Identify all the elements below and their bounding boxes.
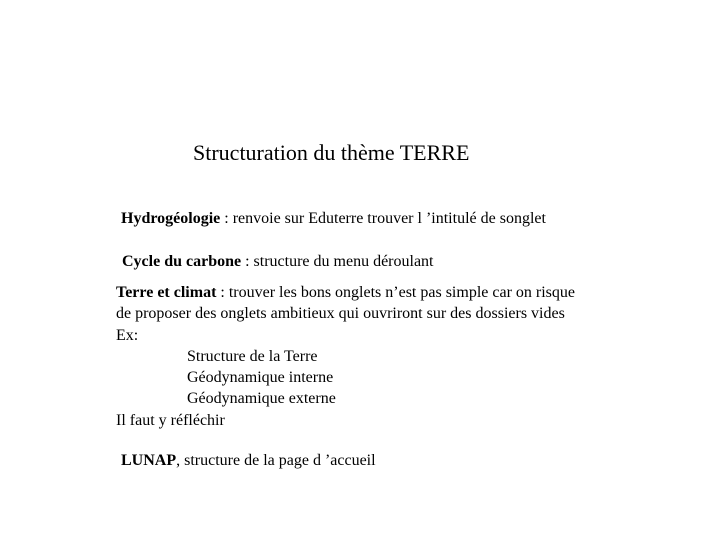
item-term: Cycle du carbone: [122, 253, 242, 270]
item-text: : structure du menu déroulant: [241, 253, 434, 270]
item-text: , structure de la page d ’accueil: [176, 452, 376, 469]
example-item: Structure de la Terre: [187, 347, 318, 365]
conclusion-line: Il faut y réfléchir: [116, 411, 225, 429]
paragraph-line: [116, 282, 656, 303]
item-hydrogeologie: [121, 208, 546, 229]
item-term: Terre et climat: [116, 284, 217, 301]
item-cycle-du-carbone: [122, 251, 434, 272]
item-lunap: [121, 450, 376, 471]
item-term: LUNAP: [121, 452, 177, 469]
example-label: Ex:: [116, 326, 139, 344]
example-item: Géodynamique externe: [187, 390, 336, 408]
item-terre-et-climat: [116, 282, 656, 431]
example-item: Géodynamique interne: [187, 369, 334, 387]
item-term: Hydrogéologie: [121, 210, 221, 227]
item-text: : trouver les bons onglets n’est pas simple car on risque: [216, 284, 575, 301]
paragraph-line: de proposer des onglets ambitieux qui ouvriront sur des dossiers vides: [116, 305, 565, 323]
slide-title: Structuration du thème TERRE: [193, 140, 470, 165]
item-text: : renvoie sur Eduterre trouver l ’intitulé de songlet: [220, 210, 546, 227]
